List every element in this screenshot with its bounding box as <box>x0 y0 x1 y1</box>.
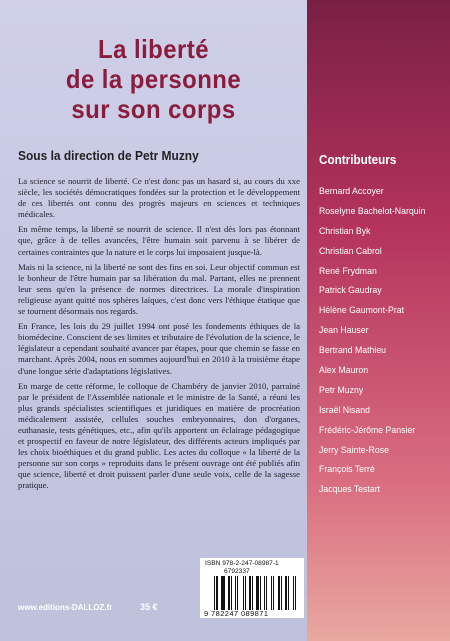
contributor-name: Christian Cabrol <box>319 245 382 257</box>
contributor-name: Bertrand Mathieu <box>319 345 387 357</box>
contributor-name: René Frydman <box>319 265 377 277</box>
barcode-box <box>200 558 304 618</box>
title-line-3: sur son corps <box>71 94 236 124</box>
contributor-name: Jerry Sainte-Rose <box>319 444 389 456</box>
contributor-name: François Terré <box>319 464 375 476</box>
contributor-name: Petr Muzny <box>319 384 364 396</box>
barcode-digits: 9 782247 089871 <box>204 609 269 618</box>
editor-credit: Sous la direction de Petr Muzny <box>18 148 199 163</box>
paragraph-4: En France, les lois du 29 juillet 1994 ont posé les fondements éthiques de la biomédecine. Conscient de ses limites et tributaire de l'évolution de la science, le législateur a cependant souhaité avancer par étapes, pour que chemin se fasse en marchant. Après 2004, nous en sommes aujourd'hui en 2010 à la troisième étape d'une longue série d'adaptations législatives. <box>18 321 300 376</box>
contributor-name: Roselyne Bachelot-Narquin <box>319 205 426 217</box>
barcode-code: 6792337 <box>224 568 250 575</box>
price-label: 35 € <box>140 602 158 612</box>
contributor-name: Hélène Gaumont-Prat <box>319 305 405 317</box>
contributor-name: Jacques Testart <box>319 484 381 496</box>
contributors-heading: Contributeurs <box>319 152 397 167</box>
contributor-name: Jean Hauser <box>319 325 369 337</box>
contributor-name: Israël Nisand <box>319 404 371 416</box>
contributors-list <box>319 182 435 500</box>
barcode-icon <box>214 576 300 610</box>
title-line-2: de la personne <box>65 64 242 94</box>
contributor-name: Christian Byk <box>319 225 371 237</box>
blurb-text <box>18 176 300 496</box>
paragraph-5: En marge de cette réforme, le colloque de Chambéry de janvier 2010, parrainé par le président de l'Assemblée nationale et le ministre de la Santé, a réuni les plus grands spécialistes scientifiques et juridiques en matière de procréation médicalement assistée, cellules souches embryonnaires, don d'organes, euthanasie, tests génétiques, etc., afin qu'ils apportent un éclairage pédagogique et prospectif en faveur de notre législateur, des différents acteurs impliqués par les choix bioéthiques et du grand public. Les actes du colloque « la liberté de la personne sur son corps » reproduits dans le présent ouvrage ont été publiés afin que science, liberté et droit puissent parler d'une seule voix, celle de la sagesse pratique. <box>18 380 300 491</box>
paragraph-1: La science se nourrit de liberté. Ce n'est donc pas un hasard si, au cours du xxe siècle, les sociétés démocratiques fondées sur la protection et le développement de ces libertés ont connu des progrès majeurs en sciences et techniques médicales. <box>18 176 300 220</box>
paragraph-3: Mais ni la science, ni la liberté ne sont des fins en soi. Leur objectif commun est le bonheur de l'être humain par sa libération du mal. Partant, elles ne prennent leur sens qu'en la présence de normes directrices. La morale d'inspiration religieuse ayant quitté nos sphères laïques, c'est donc vers l'éthique étatique que se tournent désormais nos regards. <box>18 261 300 317</box>
title-line-1: La liberté <box>98 34 209 64</box>
contributor-name: Alex Mauron <box>319 365 369 377</box>
isbn-label: ISBN 978-2-247-08987-1 <box>205 560 279 567</box>
contributor-name: Frédéric-Jérôme Pansier <box>319 424 416 436</box>
contributor-name: Bernard Accoyer <box>319 186 384 197</box>
contributor-name: Patrick Gaudray <box>319 285 382 297</box>
publisher-website: www.editions-DALLOZ.fr <box>18 603 113 612</box>
paragraph-2: En même temps, la liberté se nourrit de science. Il n'est dès lors pas étonnant que, grâce à de telles avancées, l'être humain soit parvenu à se libérer de certaines contraintes que la nature et le corps lui imposaient jusque-là. <box>18 224 300 257</box>
